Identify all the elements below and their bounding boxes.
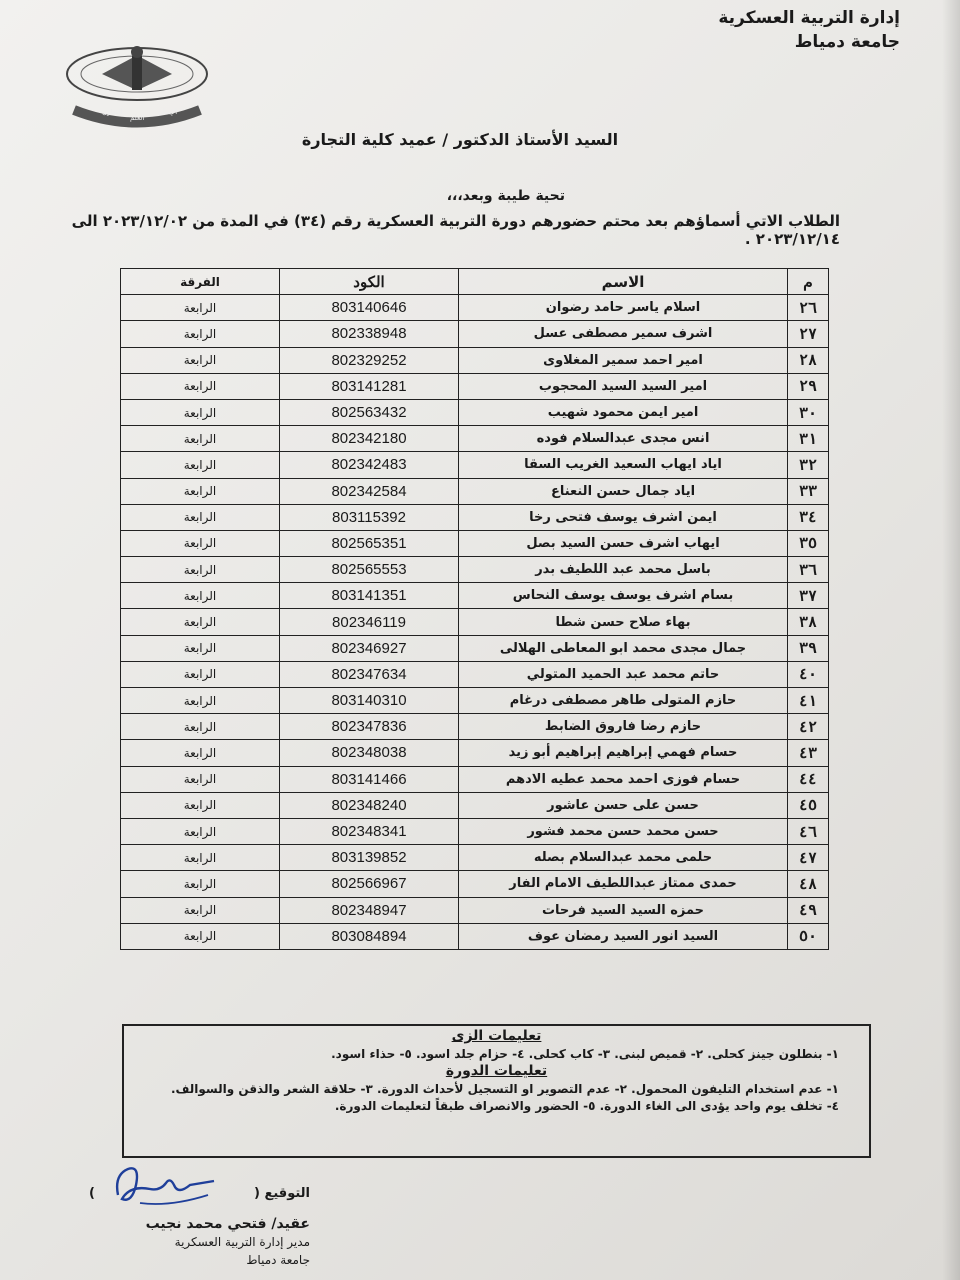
intro-text: الطلاب الاتي أسماؤهم بعد محتم حضورهم دورة التربية العسكرية رقم (٣٤) في المدة من ٢٠٢٣/١٢/٠٢ الى ٢٠٢٣/١٢/١٤ . <box>71 212 840 248</box>
row-code: 803141466 <box>280 766 459 792</box>
row-level: الرابعة <box>121 609 280 635</box>
row-name: حسام فوزى احمد محمد عطيه الادهم <box>459 766 788 792</box>
table-row <box>121 426 829 452</box>
table-row <box>121 688 829 714</box>
row-level: الرابعة <box>121 661 280 687</box>
signatory-block <box>100 1215 310 1269</box>
row-name: حاتم محمد عبد الحميد المتولي <box>459 661 788 687</box>
row-level: الرابعة <box>121 792 280 818</box>
row-code: 803140646 <box>280 295 459 321</box>
row-level: الرابعة <box>121 426 280 452</box>
page-edge-shadow <box>942 0 960 1280</box>
row-code: 802347634 <box>280 661 459 687</box>
row-code: 802347836 <box>280 714 459 740</box>
table-row <box>121 373 829 399</box>
row-level: الرابعة <box>121 504 280 530</box>
row-num: ٤٧ <box>788 845 829 871</box>
row-level: الرابعة <box>121 347 280 373</box>
motto-2: العلم <box>130 114 145 122</box>
row-num: ٢٨ <box>788 347 829 373</box>
row-num: ٣١ <box>788 426 829 452</box>
header-university: جامعة دمياط <box>794 32 900 52</box>
row-code: 802329252 <box>280 347 459 373</box>
row-num: ٣٨ <box>788 609 829 635</box>
row-num: ٤٠ <box>788 661 829 687</box>
row-num: ٤٦ <box>788 818 829 844</box>
row-name: السيد انور السيد رمضان عوف <box>459 923 788 949</box>
row-num: ٤٣ <box>788 740 829 766</box>
signature-label-text: التوقيع ( <box>254 1186 310 1201</box>
row-name: جمال مجدى محمد ابو المعاطى الهلالى <box>459 635 788 661</box>
motto-1: التعاون <box>102 108 123 116</box>
row-code: 802348947 <box>280 897 459 923</box>
table-row <box>121 661 829 687</box>
row-level: الرابعة <box>121 635 280 661</box>
row-num: ٢٧ <box>788 321 829 347</box>
row-name: بسام اشرف يوسف يوسف النحاس <box>459 583 788 609</box>
table-row <box>121 609 829 635</box>
row-name: اسلام ياسر حامد رضوان <box>459 295 788 321</box>
row-code: 802563432 <box>280 399 459 425</box>
table-row <box>121 897 829 923</box>
row-code: 802565553 <box>280 557 459 583</box>
row-name: حازم رضا فاروق الضابط <box>459 714 788 740</box>
university-crest-icon <box>62 40 212 130</box>
row-level: الرابعة <box>121 688 280 714</box>
row-code: 802346119 <box>280 609 459 635</box>
row-code: 802565351 <box>280 530 459 556</box>
instructions-box <box>122 1024 871 1158</box>
greeting: تحية طيبة وبعد،،، <box>446 188 565 204</box>
table-row <box>121 583 829 609</box>
row-name: امير السيد السيد المحجوب <box>459 373 788 399</box>
students-table <box>120 268 829 950</box>
row-num: ٣٥ <box>788 530 829 556</box>
row-code: 802342180 <box>280 426 459 452</box>
row-code: 802348038 <box>280 740 459 766</box>
row-name: ايمن اشرف يوسف فتحى رخا <box>459 504 788 530</box>
signature-label-close: ) <box>89 1186 95 1201</box>
course-title: تعليمات الدورة <box>445 1063 548 1079</box>
table-row <box>121 845 829 871</box>
course-line-1: ١- عدم استخدام التليفون المحمول. ٢- عدم التصوير او التسجيل لأحداث الدورة. ٣- حلاقة الشعر والذقن والسوالف. <box>170 1082 839 1096</box>
signatory-title: مدير إدارة التربية العسكرية <box>174 1235 310 1249</box>
row-level: الرابعة <box>121 295 280 321</box>
table-row <box>121 792 829 818</box>
row-code: 803140310 <box>280 688 459 714</box>
table-header-row <box>121 269 829 295</box>
table-body <box>121 295 829 950</box>
row-name: اشرف سمير مصطفى عسل <box>459 321 788 347</box>
table-row <box>121 635 829 661</box>
row-level: الرابعة <box>121 871 280 897</box>
row-num: ٢٦ <box>788 295 829 321</box>
row-code: 802348341 <box>280 818 459 844</box>
table-row <box>121 923 829 949</box>
row-code: 803115392 <box>280 504 459 530</box>
row-name: اياد جمال حسن النعناع <box>459 478 788 504</box>
row-name: امير احمد سمير المغلاوى <box>459 347 788 373</box>
row-level: الرابعة <box>121 399 280 425</box>
motto-3: الإيمان <box>158 108 178 116</box>
row-num: ٣٦ <box>788 557 829 583</box>
row-level: الرابعة <box>121 530 280 556</box>
row-level: الرابعة <box>121 583 280 609</box>
row-level: الرابعة <box>121 740 280 766</box>
table-row <box>121 557 829 583</box>
table-row <box>121 478 829 504</box>
table-row <box>121 504 829 530</box>
header-department: إدارة التربية العسكرية <box>718 8 900 28</box>
row-code: 802342584 <box>280 478 459 504</box>
addressee: السيد الأستاذ الدكتور / عميد كلية التجارة <box>301 130 619 149</box>
row-code: 803141351 <box>280 583 459 609</box>
row-code: 802566967 <box>280 871 459 897</box>
table-row <box>121 530 829 556</box>
row-num: ٣٩ <box>788 635 829 661</box>
row-name: حازم المتولى طاهر مصطفى درغام <box>459 688 788 714</box>
row-name: حلمى محمد عبدالسلام بصله <box>459 845 788 871</box>
row-name: حسام فهمي إبراهيم إبراهيم أبو زيد <box>459 740 788 766</box>
row-num: ٣٣ <box>788 478 829 504</box>
row-level: الرابعة <box>121 714 280 740</box>
row-code: 802338948 <box>280 321 459 347</box>
row-code: 803139852 <box>280 845 459 871</box>
row-level: الرابعة <box>121 321 280 347</box>
header-num: م <box>788 269 829 295</box>
row-name: اياد ايهاب السعيد الغريب السقا <box>459 452 788 478</box>
handwritten-signature-icon <box>110 1155 220 1215</box>
row-num: ٤٤ <box>788 766 829 792</box>
row-code: 802342483 <box>280 452 459 478</box>
uniform-line: ١- بنطلون جينز كحلى. ٢- قميص لبنى. ٣- كاب كحلى. ٤- حزام جلد اسود. ٥- حذاء اسود. <box>331 1047 839 1061</box>
signatory-name: عقيد/ فتحي محمد نجيب <box>145 1216 310 1232</box>
header-level: الفرقة <box>121 269 280 295</box>
header-name: الاسم <box>459 269 788 295</box>
row-code: 802346927 <box>280 635 459 661</box>
row-num: ٣٧ <box>788 583 829 609</box>
row-name: ايهاب اشرف حسن السيد بصل <box>459 530 788 556</box>
row-code: 803141281 <box>280 373 459 399</box>
table-row <box>121 818 829 844</box>
uniform-title: تعليمات الزى <box>451 1028 542 1044</box>
row-name: حمزه السيد السيد فرحات <box>459 897 788 923</box>
row-name: حسن على حسن عاشور <box>459 792 788 818</box>
table-row <box>121 871 829 897</box>
row-num: ٤٨ <box>788 871 829 897</box>
row-level: الرابعة <box>121 766 280 792</box>
table-row <box>121 452 829 478</box>
row-num: ٣٤ <box>788 504 829 530</box>
table-row <box>121 714 829 740</box>
table-row <box>121 766 829 792</box>
row-name: حمدى ممتاز عبداللطيف الامام الفار <box>459 871 788 897</box>
row-name: حسن محمد حسن محمد فشور <box>459 818 788 844</box>
row-level: الرابعة <box>121 557 280 583</box>
table-row <box>121 321 829 347</box>
table-row <box>121 399 829 425</box>
row-name: امير ايمن محمود شهيب <box>459 399 788 425</box>
row-num: ٤٥ <box>788 792 829 818</box>
row-level: الرابعة <box>121 923 280 949</box>
signatory-org: جامعة دمياط <box>246 1253 310 1267</box>
row-level: الرابعة <box>121 818 280 844</box>
row-num: ٤٩ <box>788 897 829 923</box>
row-level: الرابعة <box>121 897 280 923</box>
table-row <box>121 295 829 321</box>
row-name: باسل محمد عبد اللطيف بدر <box>459 557 788 583</box>
row-num: ٢٩ <box>788 373 829 399</box>
table-row <box>121 740 829 766</box>
row-level: الرابعة <box>121 452 280 478</box>
row-level: الرابعة <box>121 478 280 504</box>
header-code: الكود <box>280 269 459 295</box>
table-row <box>121 347 829 373</box>
row-num: ٥٠ <box>788 923 829 949</box>
row-name: انس مجدى عبدالسلام فوده <box>459 426 788 452</box>
row-level: الرابعة <box>121 373 280 399</box>
row-num: ٤٢ <box>788 714 829 740</box>
row-name: بهاء صلاح حسن شطا <box>459 609 788 635</box>
page-header <box>718 6 900 54</box>
row-num: ٣٢ <box>788 452 829 478</box>
row-code: 802348240 <box>280 792 459 818</box>
row-level: الرابعة <box>121 845 280 871</box>
students-table-wrap <box>120 268 825 950</box>
course-line-2: ٤- تخلف يوم واحد يؤدى الى الغاء الدورة. ٥- الحضور والانصراف طبقاً لتعليمات الدورة. <box>334 1099 839 1113</box>
row-code: 803084894 <box>280 923 459 949</box>
row-num: ٤١ <box>788 688 829 714</box>
row-num: ٣٠ <box>788 399 829 425</box>
